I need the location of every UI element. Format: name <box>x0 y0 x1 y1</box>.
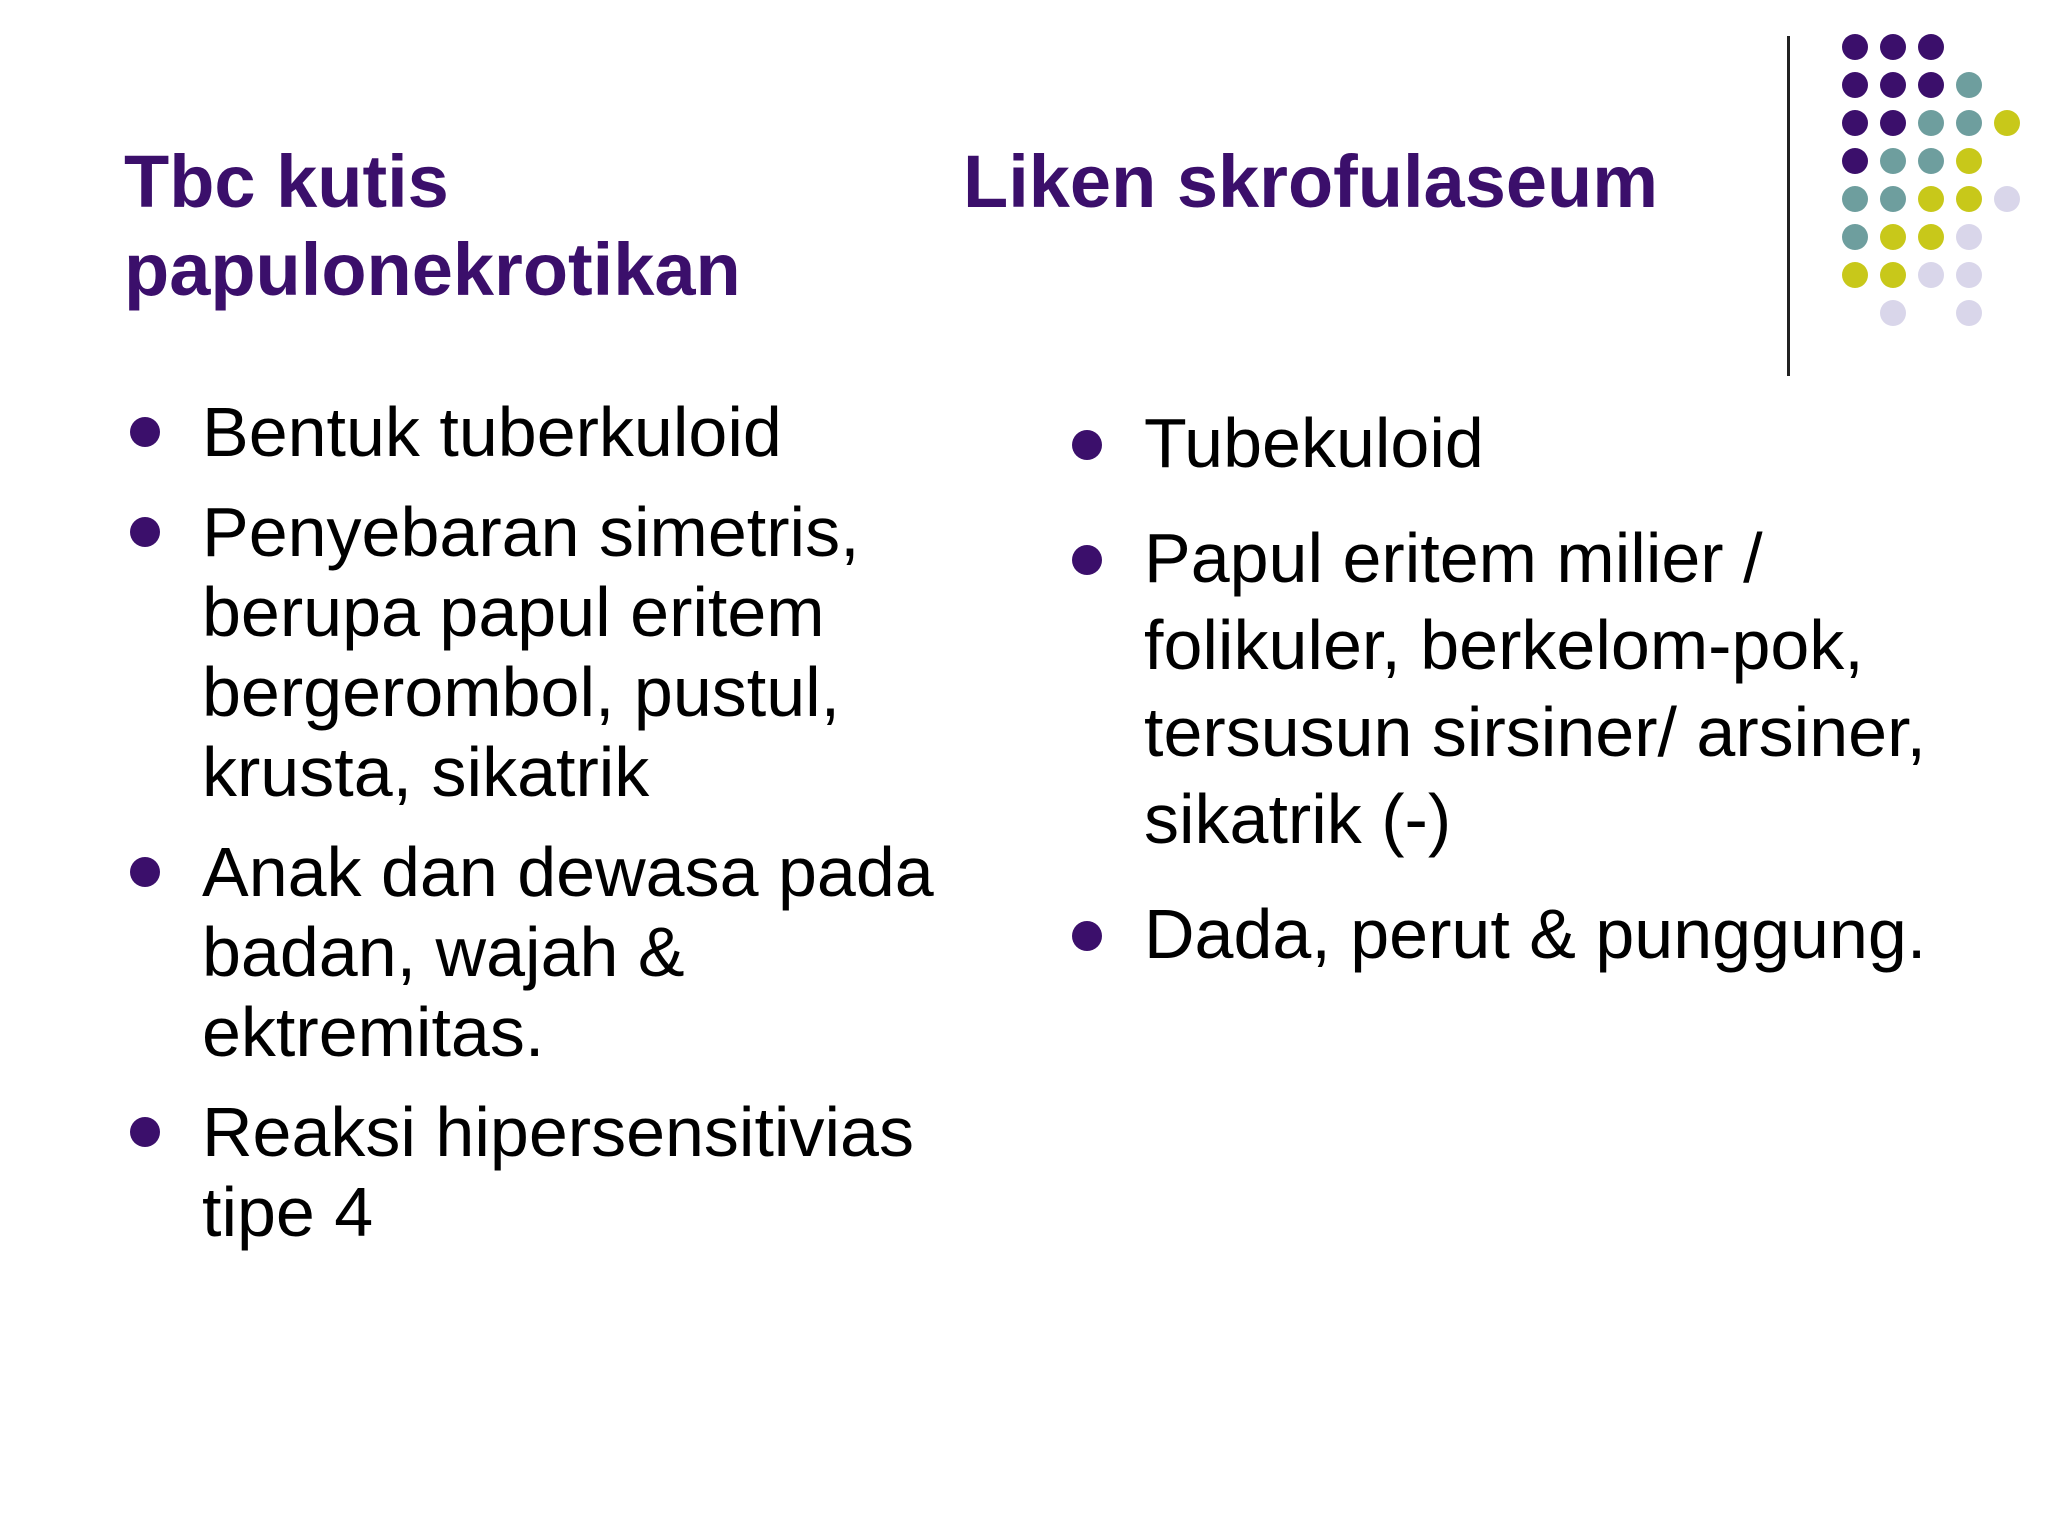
decorative-dot <box>1956 262 1982 288</box>
list-item <box>1066 891 1946 978</box>
decorative-dot <box>1918 148 1944 174</box>
right-bullet-list <box>1066 400 1946 1006</box>
decorative-dot <box>1842 186 1868 212</box>
decorative-dot <box>1880 224 1906 250</box>
list-item <box>124 392 1004 472</box>
left-bullet-list <box>124 392 1004 1272</box>
vertical-divider <box>1787 36 1790 376</box>
decorative-dot <box>1842 34 1868 60</box>
decorative-dot <box>1918 34 1944 60</box>
bullet-icon <box>130 857 160 887</box>
bullet-text: Tubekuloid <box>1144 404 1484 482</box>
bullet-icon <box>1072 921 1102 951</box>
decorative-dot <box>1880 186 1906 212</box>
decorative-dot <box>1880 300 1906 326</box>
decorative-dot <box>1956 300 1982 326</box>
bullet-text: Dada, perut & punggung. <box>1144 895 1927 973</box>
decorative-dot <box>1956 72 1982 98</box>
right-column-heading: Liken skrofulaseum <box>963 140 1659 223</box>
decorative-dot <box>1956 110 1982 136</box>
left-column-heading: Tbc kutis papulonekrotikan <box>124 140 741 311</box>
decorative-dot <box>1956 186 1982 212</box>
decorative-dot <box>1842 72 1868 98</box>
decorative-dot <box>1918 224 1944 250</box>
bullet-icon <box>1072 545 1102 575</box>
list-item <box>1066 400 1946 487</box>
decorative-dot <box>1842 262 1868 288</box>
decorative-dot <box>1918 186 1944 212</box>
bullet-text: Bentuk tuberkuloid <box>202 393 782 471</box>
decorative-dot <box>1880 110 1906 136</box>
decorative-dot <box>1880 148 1906 174</box>
decorative-dot <box>1918 110 1944 136</box>
bullet-text: Reaksi hipersensitivias tipe 4 <box>202 1093 914 1251</box>
decorative-dot <box>1994 186 2020 212</box>
decorative-dot <box>1842 110 1868 136</box>
decorative-dot <box>1956 224 1982 250</box>
decorative-dot <box>1918 262 1944 288</box>
bullet-icon <box>130 517 160 547</box>
bullet-icon <box>130 417 160 447</box>
decorative-dot <box>1842 148 1868 174</box>
bullet-text: Penyebaran simetris, berupa papul eritem bergerombol, pustul, krusta, sikatrik <box>202 493 860 811</box>
list-item <box>124 832 1004 1072</box>
bullet-text: Papul eritem milier / folikuler, berkelom-pok, tersusun sirsiner/ arsiner, sikatrik (-) <box>1144 519 1926 858</box>
decorative-dot <box>1880 262 1906 288</box>
bullet-icon <box>1072 430 1102 460</box>
bullet-text: Anak dan dewasa pada badan, wajah & ektremitas. <box>202 833 934 1071</box>
list-item <box>124 492 1004 812</box>
decorative-dot <box>1918 72 1944 98</box>
decorative-dot <box>1842 224 1868 250</box>
decorative-dot <box>1880 34 1906 60</box>
list-item <box>124 1092 1004 1252</box>
decorative-dot <box>1956 148 1982 174</box>
list-item <box>1066 515 1946 863</box>
bullet-icon <box>130 1117 160 1147</box>
decorative-dot <box>1994 110 2020 136</box>
decorative-dot <box>1880 72 1906 98</box>
